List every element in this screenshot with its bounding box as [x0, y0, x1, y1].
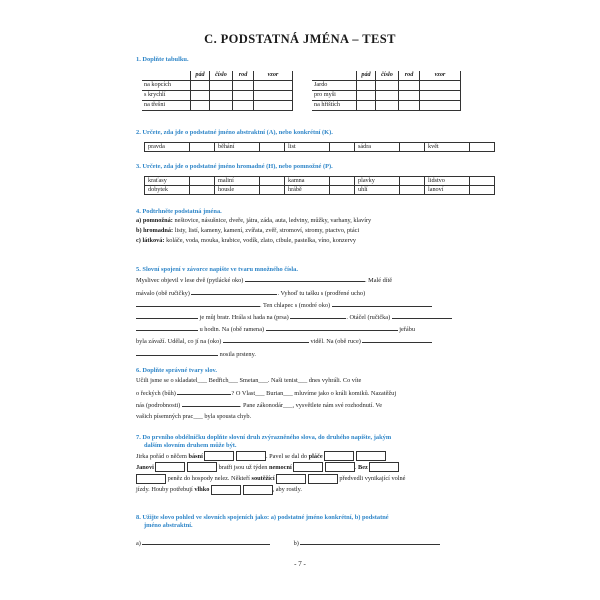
answer-line-b[interactable] — [300, 537, 440, 545]
section-2-heading: 2. Určete, zda jde o podstatné jméno abstraktní (A), nebo konkrétní (K). — [136, 129, 333, 136]
sentence-text[interactable]: Učili jsme se o skladatel___ Bedřich___ Smetan___. Naši tenist___ dnes vyhráli. Co víte — [136, 377, 362, 385]
answer-cell[interactable] — [470, 186, 495, 195]
answer-cell[interactable] — [330, 177, 355, 186]
section-7 — [136, 434, 405, 495]
answer-cell[interactable] — [233, 101, 254, 111]
answer-cell[interactable] — [376, 81, 399, 91]
answer-cell[interactable] — [420, 81, 461, 91]
answer-cell[interactable] — [376, 91, 399, 101]
category-label: b) hromadná: — [136, 227, 174, 235]
page-title: C. PODSTATNÁ JMÉNA – TEST — [204, 32, 396, 46]
answer-cell[interactable] — [330, 143, 355, 152]
abstract-concrete-table — [144, 142, 495, 152]
answer-blank[interactable] — [136, 299, 260, 307]
sentence-text: . Ten chlapec s (modré oko) — [260, 301, 331, 309]
answer-cell[interactable] — [400, 143, 425, 152]
grammar-table-left — [142, 71, 293, 111]
section-5 — [136, 266, 452, 360]
word-cell: list — [285, 143, 330, 152]
section-4 — [136, 208, 371, 246]
sentence-text: Jirka pořád o něčem — [136, 452, 189, 460]
word-cell: sádra — [355, 143, 400, 152]
section-1-heading: 1. Doplňte tabulku. — [136, 56, 189, 63]
answer-cell[interactable] — [420, 101, 461, 111]
answer-box[interactable] — [308, 474, 338, 484]
answer-box[interactable] — [325, 462, 355, 472]
answer-cell[interactable] — [254, 81, 293, 91]
word-list[interactable]: koláče, voda, mouka, krabice, vodík, zlato, cibule, pastelka, víno, konzervy — [166, 237, 356, 245]
section-8 — [136, 514, 440, 549]
highlighted-word: básní — [188, 452, 203, 460]
page-number: - 7 - — [294, 560, 306, 568]
section-5-heading: 5. Slovní spojení v závorce napište ve tvaru množného čísla. — [136, 266, 298, 273]
sentence-text: mávalo (obě ručičky) — [136, 289, 190, 297]
table-row-label: Jardo — [312, 81, 357, 91]
sentence-text: je můj bratr. Hrála si hada na (prsa) — [199, 313, 289, 321]
answer-cell[interactable] — [254, 101, 293, 111]
answer-box[interactable] — [243, 485, 273, 495]
header-pad: pád — [191, 71, 210, 81]
answer-cell[interactable] — [399, 91, 420, 101]
header-vzor: vzor — [254, 71, 293, 81]
list-item — [136, 216, 371, 226]
word-cell: běhání — [215, 143, 260, 152]
table-row-label: na třešni — [142, 101, 191, 111]
answer-blank[interactable] — [290, 311, 346, 319]
header-pad: pád — [357, 71, 376, 81]
word-cell: květ — [425, 143, 470, 152]
header-rod: rod — [233, 71, 254, 81]
header-rod: rod — [399, 71, 420, 81]
section-7-heading-line1: 7. Do prvního obdélníčku doplňte slovní druh zvýrazněného slova, do druhého napište, jakým — [136, 434, 392, 441]
answer-cell[interactable] — [260, 143, 285, 152]
sentence-text: . Pavel se dal do — [265, 452, 309, 460]
collective-plural-table — [144, 176, 495, 195]
answer-label-b: b) — [293, 539, 299, 547]
table-row-label: pro myši — [312, 91, 357, 101]
answer-box[interactable] — [136, 474, 166, 484]
word-cell: dobytek — [145, 186, 190, 195]
answer-cell[interactable] — [399, 101, 420, 111]
grammar-table-right — [312, 71, 461, 111]
answer-box[interactable] — [187, 462, 217, 472]
answer-box[interactable] — [155, 462, 185, 472]
answer-cell[interactable] — [400, 186, 425, 195]
answer-box[interactable] — [211, 485, 241, 495]
answer-cell[interactable] — [357, 101, 376, 111]
category-label: c) látková: — [136, 237, 165, 245]
answer-blank[interactable] — [177, 387, 231, 395]
answer-blank[interactable] — [136, 311, 198, 319]
sentence-text: předvedli vynikající volné — [339, 475, 406, 483]
answer-box[interactable] — [236, 451, 266, 461]
word-cell: maliní — [215, 177, 260, 186]
answer-cell[interactable] — [260, 177, 285, 186]
answer-cell[interactable] — [254, 91, 293, 101]
section-4-heading: 4. Podtrhněte podstatná jména. — [136, 208, 222, 215]
sentence-text: . — [354, 463, 359, 471]
answer-blank[interactable] — [245, 274, 365, 282]
sentence-text[interactable]: vašich písemných prac___ byla spousta chyb. — [136, 412, 252, 420]
sentence-text: . Pane zákonodár___, vysvětlete nám své rozhodnutí. Ve — [239, 401, 383, 409]
answer-cell[interactable] — [190, 177, 215, 186]
sentence-text: . Vyhoď tu tašku s (prodřené ucho) — [277, 289, 366, 297]
answer-cell[interactable] — [470, 177, 495, 186]
answer-blank[interactable] — [266, 323, 398, 331]
sentence-text: ? O Vlast___ Burian___ mluvíme jako o králi komiků. Nazatěžuj — [231, 389, 397, 397]
answer-cell[interactable] — [376, 101, 399, 111]
word-cell: kraťasy — [145, 177, 190, 186]
word-cell: housle — [215, 186, 260, 195]
sentence-text: u hodin. Na (obě ramena) — [199, 326, 265, 334]
table-row-label: s krychlí — [142, 91, 191, 101]
answer-cell[interactable] — [190, 143, 215, 152]
highlighted-word: Bez — [358, 463, 368, 471]
answer-box[interactable] — [276, 474, 306, 484]
list-item — [136, 226, 371, 236]
category-label: a) pomnožná: — [136, 217, 173, 225]
word-cell: lanoví — [425, 186, 470, 195]
sentence-text: viděl. Na (obě ruce) — [310, 338, 361, 346]
answer-blank[interactable] — [392, 311, 452, 319]
answer-blank[interactable] — [191, 287, 277, 295]
answer-cell[interactable] — [357, 81, 376, 91]
sentence-text: nás (podrobnosti) — [136, 401, 181, 409]
word-cell: plavky — [355, 177, 400, 186]
word-cell: pravda — [145, 143, 190, 152]
answer-blank[interactable] — [362, 335, 432, 343]
word-cell: uhlí — [355, 186, 400, 195]
sentence-text: o řeckých (bůh) — [136, 389, 176, 397]
answer-cell[interactable] — [357, 91, 376, 101]
word-list[interactable]: listy, listí, kameny, kamení, zvířata, zvěř, stromoví, stromy, ptactvo, ptáci — [174, 227, 360, 235]
sentence-text: . Otáčel (ručička) — [346, 313, 391, 321]
answer-line-a[interactable] — [142, 537, 270, 545]
answer-cell[interactable] — [233, 81, 254, 91]
answer-cell[interactable] — [470, 143, 495, 152]
answer-box[interactable] — [324, 451, 354, 461]
sentence-text: Myslivec objevil v lese dvě (pytlácké oko) — [136, 277, 244, 285]
answer-cell[interactable] — [191, 91, 210, 101]
section-8-heading-line2: jméno abstraktní. — [144, 522, 193, 530]
answer-box[interactable] — [204, 451, 234, 461]
section-2 — [136, 129, 333, 137]
answer-cell[interactable] — [420, 91, 461, 101]
section-6 — [136, 367, 396, 422]
answer-blank[interactable] — [223, 335, 309, 343]
section-3 — [136, 163, 333, 171]
table-row-label: na kopcích — [142, 81, 191, 91]
answer-blank[interactable] — [136, 323, 198, 331]
word-cell: kamna — [285, 177, 330, 186]
sentence-text: bratři jsou už týden — [218, 463, 269, 471]
list-item — [136, 236, 371, 246]
answer-cell[interactable] — [210, 81, 233, 91]
answer-box[interactable] — [369, 462, 399, 472]
header-vzor: vzor — [420, 71, 461, 81]
sentence-text: , aby rostly. — [272, 486, 302, 494]
answer-cell[interactable] — [400, 177, 425, 186]
sentence-text: byla závaží. Udělal, co jí na (oko) — [136, 338, 222, 346]
table-row-label: na hřištích — [312, 101, 357, 111]
answer-cell[interactable] — [399, 81, 420, 91]
sentence-text: peněz do hospody nelez. Někteří — [167, 475, 252, 483]
answer-cell[interactable] — [233, 91, 254, 101]
word-cell: lidstvo — [425, 177, 470, 186]
highlighted-word: vlhko — [194, 486, 210, 494]
answer-box[interactable] — [293, 462, 323, 472]
answer-cell[interactable] — [190, 186, 215, 195]
answer-cell[interactable] — [210, 101, 233, 111]
section-8-heading-line1: 8. Užijte slovo pohled ve slovních spojeních jako: a) podstatné jméno konkrétní, b) podstatné — [136, 514, 389, 521]
answer-blank[interactable] — [136, 348, 218, 356]
answer-blank[interactable] — [332, 299, 432, 307]
answer-cell[interactable] — [260, 186, 285, 195]
header-cislo: číslo — [376, 71, 399, 81]
header-cislo: číslo — [210, 71, 233, 81]
highlighted-word: soutěžící — [251, 475, 275, 483]
word-cell: hrábě — [285, 186, 330, 195]
section-1 — [136, 56, 189, 64]
answer-cell[interactable] — [210, 91, 233, 101]
answer-cell[interactable] — [191, 101, 210, 111]
section-7-heading-line2: dalším slovním druhem může být. — [144, 442, 237, 450]
section-3-heading: 3. Určete, zda jde o podstatné jméno hromadné (H), nebo pomnožné (P). — [136, 163, 333, 170]
sentence-text: . Malé dítě — [364, 277, 393, 285]
highlighted-word: pláče — [308, 452, 323, 460]
answer-box[interactable] — [356, 451, 386, 461]
answer-label-a: a) — [136, 539, 141, 547]
answer-cell[interactable] — [191, 81, 210, 91]
highlighted-word: nemocní — [268, 463, 292, 471]
sentence-text: jeřábu — [399, 326, 415, 334]
sentence-text: nosila prsteny. — [219, 350, 256, 358]
answer-blank[interactable] — [182, 399, 240, 407]
answer-cell[interactable] — [330, 186, 355, 195]
highlighted-word: Janovi — [136, 463, 154, 471]
section-6-heading: 6. Doplňte správné tvary slov. — [136, 367, 217, 374]
sentence-text: jízdy. Houby potřebují — [136, 486, 195, 494]
word-list[interactable]: neštovice, násušnice, dveře, játra, záda, auta, ledviny, můžky, varhany, klavíry — [174, 217, 372, 225]
